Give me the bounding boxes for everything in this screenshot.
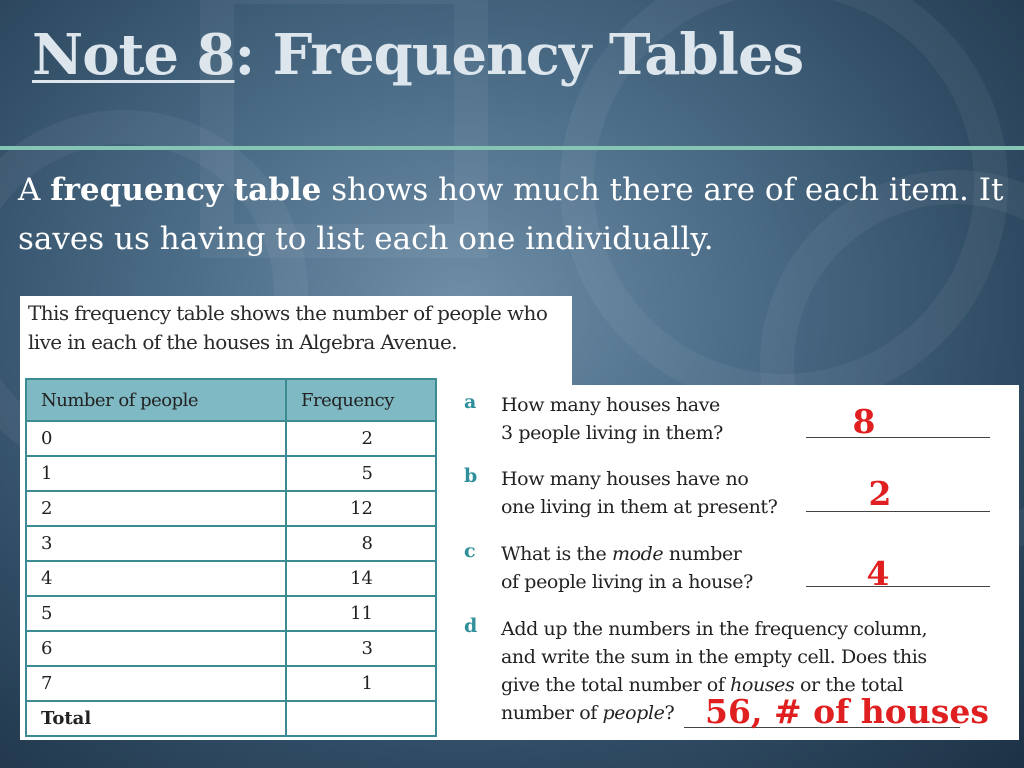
cell-frequency: 14	[286, 561, 436, 596]
table-row	[26, 561, 436, 596]
cell-frequency: 3	[286, 631, 436, 666]
cell-frequency: 2	[286, 421, 436, 456]
frequency-table	[25, 378, 437, 737]
intro-text-pre: A	[18, 172, 51, 208]
question-line	[501, 540, 753, 568]
table-row	[26, 491, 436, 526]
cell-number: 0	[26, 421, 286, 456]
cell-number: 5	[26, 596, 286, 631]
question-line: and write the sum in the empty cell. Does this	[501, 646, 927, 668]
question-line-part: number	[663, 543, 742, 565]
intro-text-post: shows how much there are of each item. It saves us having to list each one individually.	[18, 172, 1004, 257]
table-row	[26, 526, 436, 561]
question-term-people: people	[602, 702, 665, 724]
table-row	[26, 421, 436, 456]
table-caption: This frequency table shows the number of people who live in each of the houses in Algebra Avenue.	[28, 301, 548, 354]
cell-number: 7	[26, 666, 286, 701]
question-line: How many houses have no	[501, 468, 749, 490]
answer-d: 56, # of houses	[705, 692, 989, 731]
table-row	[26, 666, 436, 701]
cell-total-value	[286, 701, 436, 736]
question-line-part: number of	[501, 702, 603, 724]
question-line-part: or the total	[794, 674, 904, 696]
cell-number: 3	[26, 526, 286, 561]
intro-term: frequency table	[50, 172, 322, 208]
question-letter: b	[464, 465, 478, 487]
question-a	[464, 391, 1004, 451]
question-letter: a	[464, 391, 477, 413]
table-total-row	[26, 701, 436, 736]
cell-number: 4	[26, 561, 286, 596]
cell-number: 1	[26, 456, 286, 491]
title-note-label: Note 8	[32, 22, 235, 88]
title-text: : Frequency Tables	[234, 22, 804, 88]
question-line: one living in them at present?	[501, 496, 778, 518]
answer-b: 2	[868, 474, 892, 513]
question-letter: d	[464, 615, 478, 637]
cell-frequency: 1	[286, 666, 436, 701]
question-line: Add up the numbers in the frequency column,	[501, 618, 928, 640]
header-frequency: Frequency	[286, 379, 436, 421]
question-text	[501, 465, 777, 521]
answer-c: 4	[866, 554, 890, 593]
question-line: of people living in a house?	[501, 571, 753, 593]
table-header-row	[26, 379, 436, 421]
cell-frequency: 12	[286, 491, 436, 526]
question-text	[501, 540, 753, 596]
cell-frequency: 8	[286, 526, 436, 561]
cell-number: 2	[26, 491, 286, 526]
table-row	[26, 631, 436, 666]
question-term-houses: houses	[730, 674, 795, 696]
cell-number: 6	[26, 631, 286, 666]
header-number-of-people: Number of people	[26, 379, 286, 421]
question-text	[501, 391, 723, 447]
intro-paragraph	[18, 166, 1008, 264]
question-line-part: ?	[664, 702, 675, 724]
question-letter: c	[464, 540, 476, 562]
cell-frequency: 11	[286, 596, 436, 631]
answer-a: 8	[852, 402, 876, 441]
title-divider	[0, 146, 1024, 150]
question-line: 3 people living in them?	[501, 422, 723, 444]
table-row	[26, 456, 436, 491]
cell-frequency: 5	[286, 456, 436, 491]
question-line-part: give the total number of	[501, 674, 731, 696]
question-line: How many houses have	[501, 394, 720, 416]
cell-total-label: Total	[26, 701, 286, 736]
slide-title	[32, 22, 803, 88]
question-line-part: What is the	[501, 543, 612, 565]
question-term-mode: mode	[612, 543, 664, 565]
table-row	[26, 596, 436, 631]
